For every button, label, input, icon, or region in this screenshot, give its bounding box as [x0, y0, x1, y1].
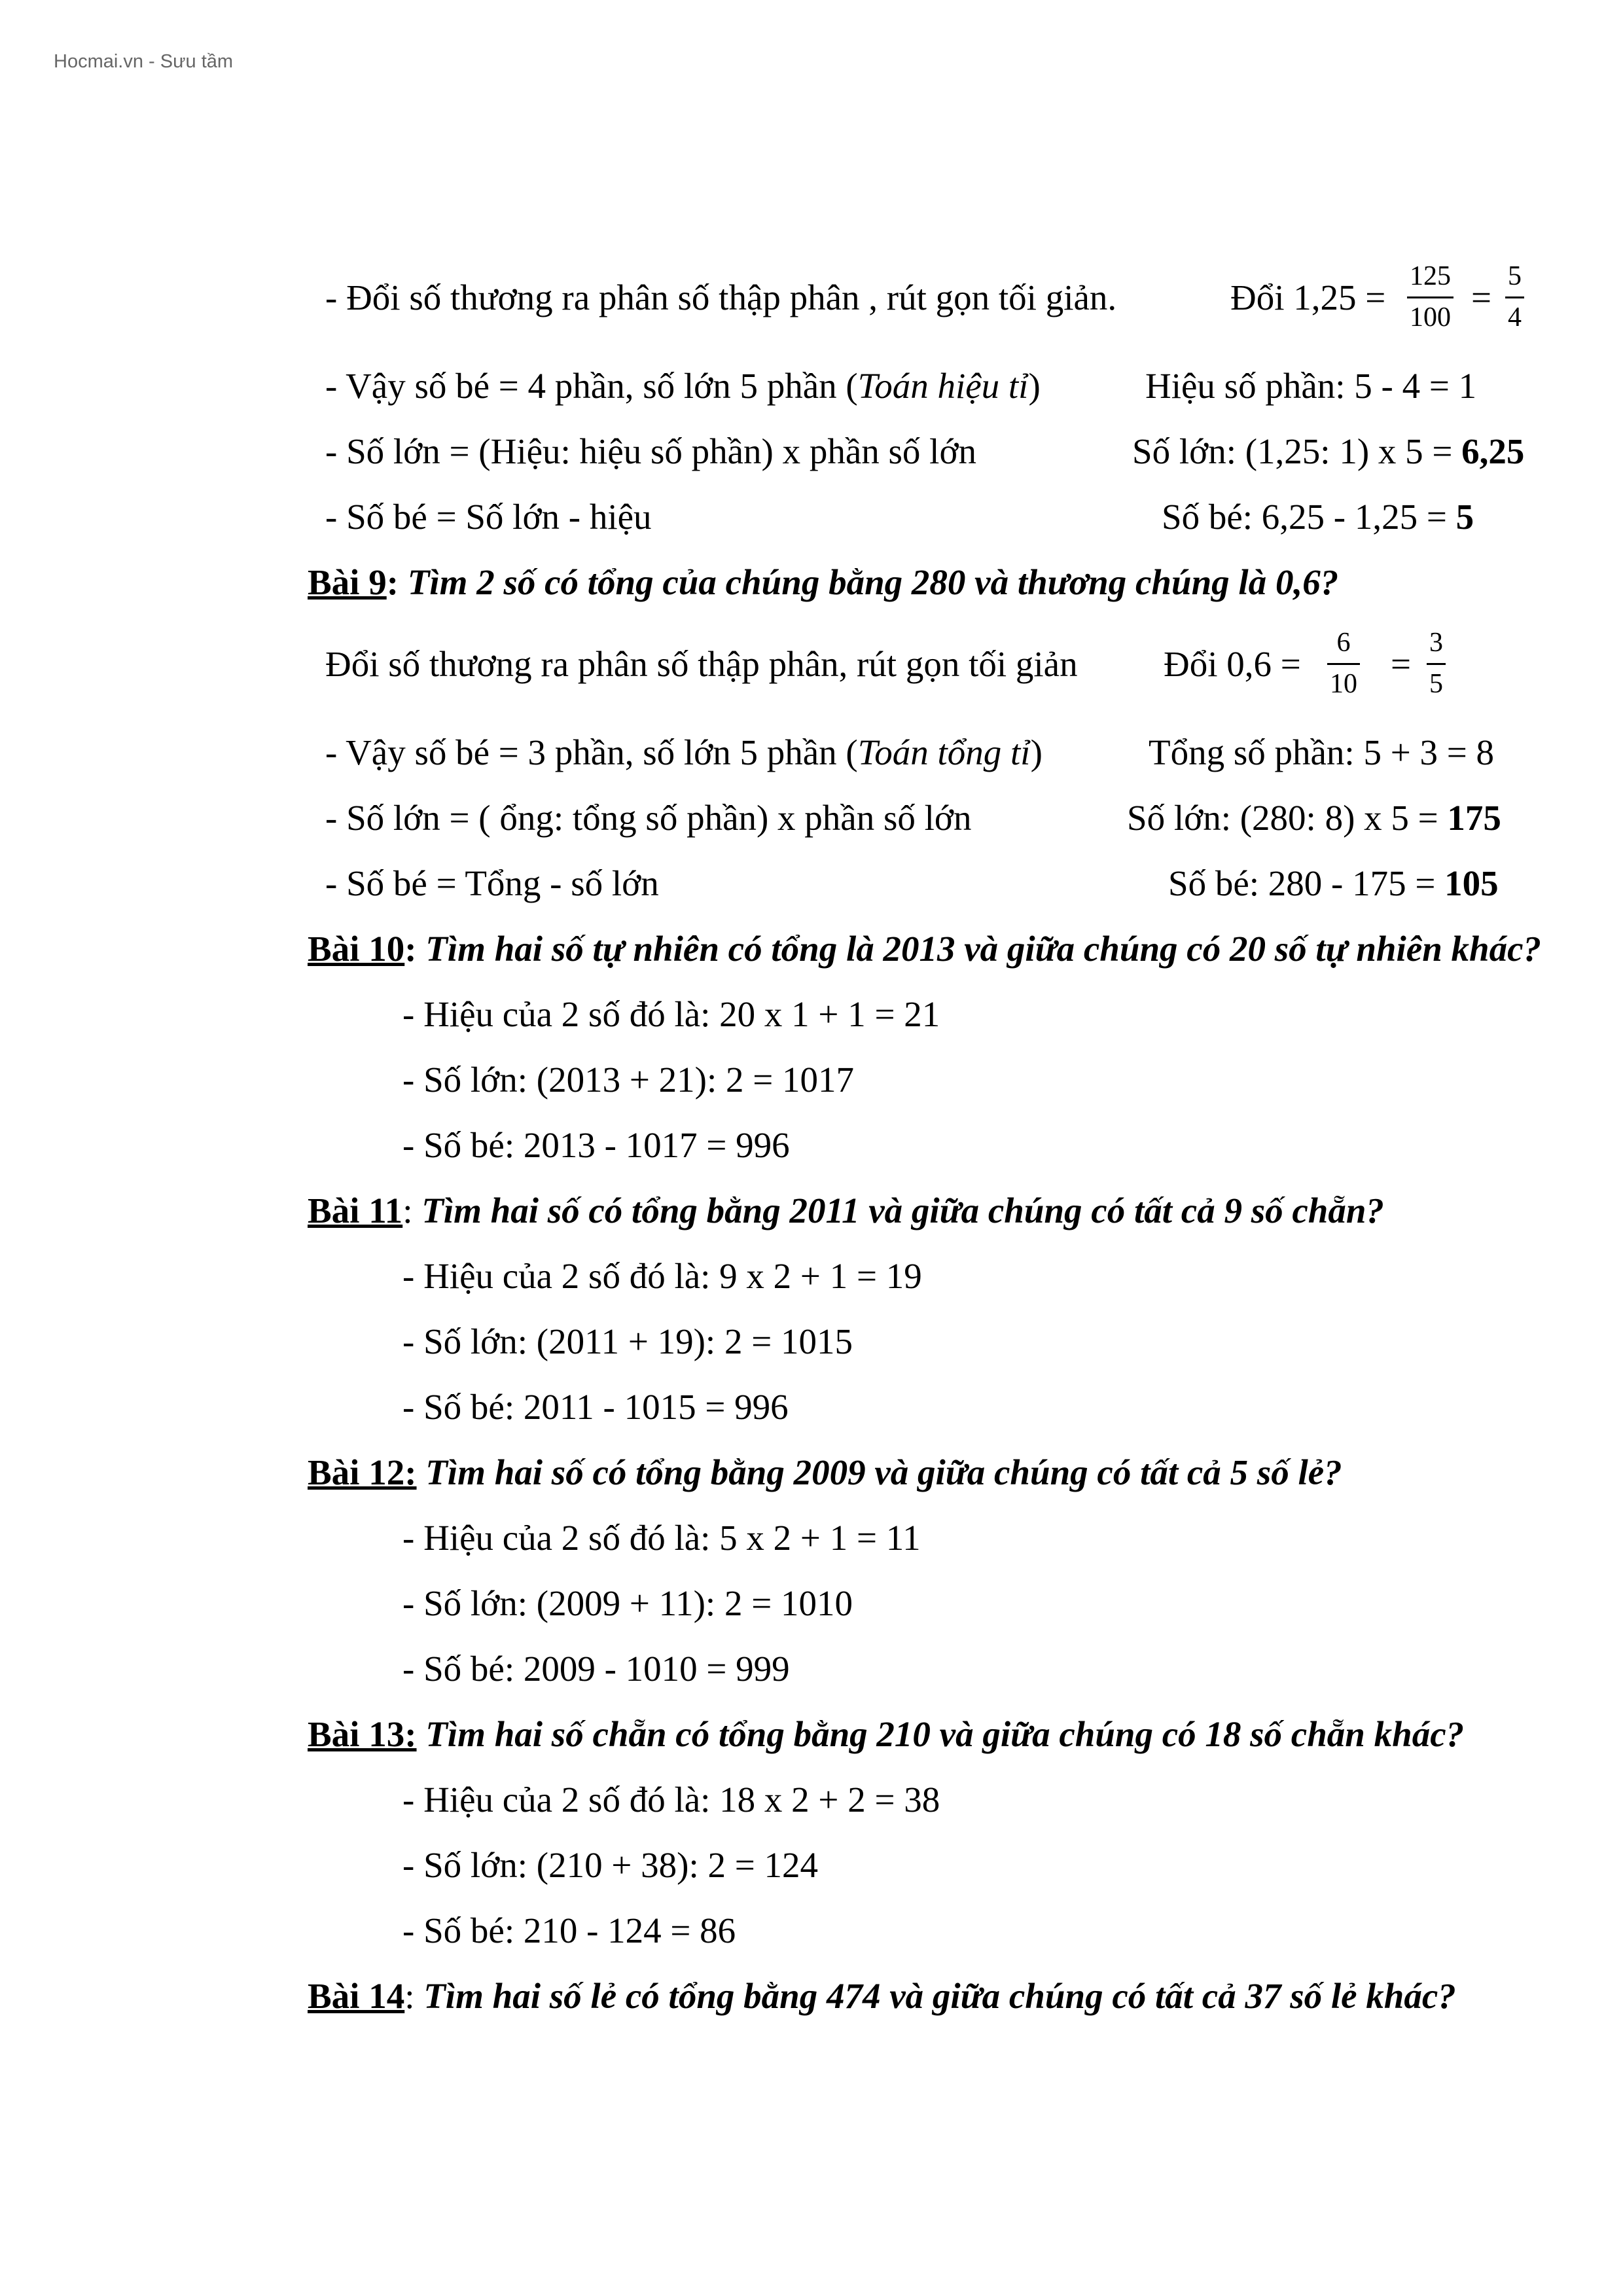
fraction-denominator: 4 — [1508, 302, 1522, 332]
exercise-9-line-3-left: - Số lớn = ( ổng: tổng số phần) x phần số lớn — [325, 798, 972, 838]
fraction-bar — [1427, 663, 1446, 665]
page-header: Hocmai.vn - Sưu tầm — [54, 51, 234, 72]
exercise-10-line-3: - Số bé: 2013 - 1017 = 996 — [402, 1125, 790, 1165]
intro-line-4-left: - Số bé = Số lớn - hiệu — [325, 497, 652, 537]
exercise-9-line-2-left: - Vậy số bé = 3 phần, số lớn 5 phần (Toán tổng tỉ) — [325, 732, 1043, 772]
exercise-14-title: Bài 14: Tìm hai số lẻ có tổng bằng 474 và giữa chúng có tất cả 37 số lẻ khác? — [308, 1976, 1456, 2016]
exercise-9-line-1-right: Đổi 0,6 = — [1164, 644, 1301, 684]
fraction-denominator: 5 — [1429, 669, 1443, 699]
exercise-13-line-2: - Số lớn: (210 + 38): 2 = 124 — [402, 1845, 818, 1885]
exercise-13-title: Bài 13: Tìm hai số chẵn có tổng bằng 210 và giữa chúng có 18 số chẵn khác? — [308, 1714, 1465, 1754]
intro-line-4-right: Số bé: 6,25 - 1,25 = 5 — [1162, 497, 1474, 537]
exercise-12-line-2: - Số lớn: (2009 + 11): 2 = 1010 — [402, 1583, 853, 1623]
exercise-9-line-1-left: Đổi số thương ra phân số thập phân, rút gọn tối giản — [325, 644, 1078, 684]
exercise-9-line-3-right: Số lớn: (280: 8) x 5 = 175 — [1127, 798, 1501, 838]
exercise-11-line-1: - Hiệu của 2 số đó là: 9 x 2 + 1 = 19 — [402, 1256, 922, 1296]
intro-line-1-right: Đổi 1,25 = — [1230, 278, 1386, 317]
intro-fraction-5-4 — [1505, 260, 1524, 334]
intro-line-3-right: Số lớn: (1,25: 1) x 5 = 6,25 — [1132, 431, 1525, 471]
intro-line-2-right: Hiệu số phần: 5 - 4 = 1 — [1145, 366, 1477, 406]
intro-line-1-left: - Đổi số thương ra phân số thập phân , rút gọn tối giản. — [325, 278, 1117, 317]
exercise-13-line-3: - Số bé: 210 - 124 = 86 — [402, 1910, 736, 1950]
fraction-numerator: 125 — [1410, 261, 1451, 291]
exercise-11-line-2: - Số lớn: (2011 + 19): 2 = 1015 — [402, 1321, 853, 1361]
intro-line-2-left: - Vậy số bé = 4 phần, số lớn 5 phần (Toán hiệu tỉ) — [325, 366, 1041, 406]
fraction-bar — [1505, 296, 1524, 298]
exercise-12-line-3: - Số bé: 2009 - 1010 = 999 — [402, 1649, 790, 1689]
equals-sign: = — [1471, 278, 1492, 317]
exercise-10-title: Bài 10: Tìm hai số tự nhiên có tổng là 2013 và giữa chúng có 20 số tự nhiên khác? — [308, 929, 1542, 969]
exercise-12-line-1: - Hiệu của 2 số đó là: 5 x 2 + 1 = 11 — [402, 1518, 921, 1558]
exercise-9-title: Bài 9: Tìm 2 số có tổng của chúng bằng 280 và thương chúng là 0,6? — [308, 562, 1339, 602]
exercise-9-line-4-right: Số bé: 280 - 175 = 105 — [1168, 863, 1499, 903]
exercise-11-title: Bài 11: Tìm hai số có tổng bằng 2011 và giữa chúng có tất cả 9 số chẵn? — [308, 1191, 1384, 1230]
exercise-12-title: Bài 12: Tìm hai số có tổng bằng 2009 và giữa chúng có tất cả 5 số lẻ? — [308, 1452, 1342, 1492]
exercise-9-line-2-right: Tổng số phần: 5 + 3 = 8 — [1149, 732, 1494, 772]
intro-fraction-125-100 — [1407, 260, 1454, 334]
exercise-9-line-4-left: - Số bé = Tổng - số lớn — [325, 863, 659, 903]
fraction-bar — [1327, 663, 1360, 665]
equals-sign: = — [1391, 644, 1412, 684]
exercise-9-fraction-3-5 — [1427, 626, 1446, 700]
intro-line-3-left: - Số lớn = (Hiệu: hiệu số phần) x phần số lớn — [325, 431, 977, 471]
exercise-13-line-1: - Hiệu của 2 số đó là: 18 x 2 + 2 = 38 — [402, 1780, 940, 1820]
fraction-numerator: 3 — [1429, 628, 1443, 658]
exercise-9-fraction-6-10 — [1327, 626, 1360, 700]
exercise-10-line-1: - Hiệu của 2 số đó là: 20 x 1 + 1 = 21 — [402, 994, 940, 1034]
fraction-denominator: 10 — [1330, 669, 1357, 699]
fraction-numerator: 6 — [1336, 628, 1351, 658]
exercise-10-line-2: - Số lớn: (2013 + 21): 2 = 1017 — [402, 1060, 854, 1100]
exercise-11-line-3: - Số bé: 2011 - 1015 = 996 — [402, 1387, 789, 1427]
fraction-bar — [1407, 296, 1454, 298]
fraction-denominator: 100 — [1410, 302, 1451, 332]
fraction-numerator: 5 — [1508, 261, 1522, 291]
